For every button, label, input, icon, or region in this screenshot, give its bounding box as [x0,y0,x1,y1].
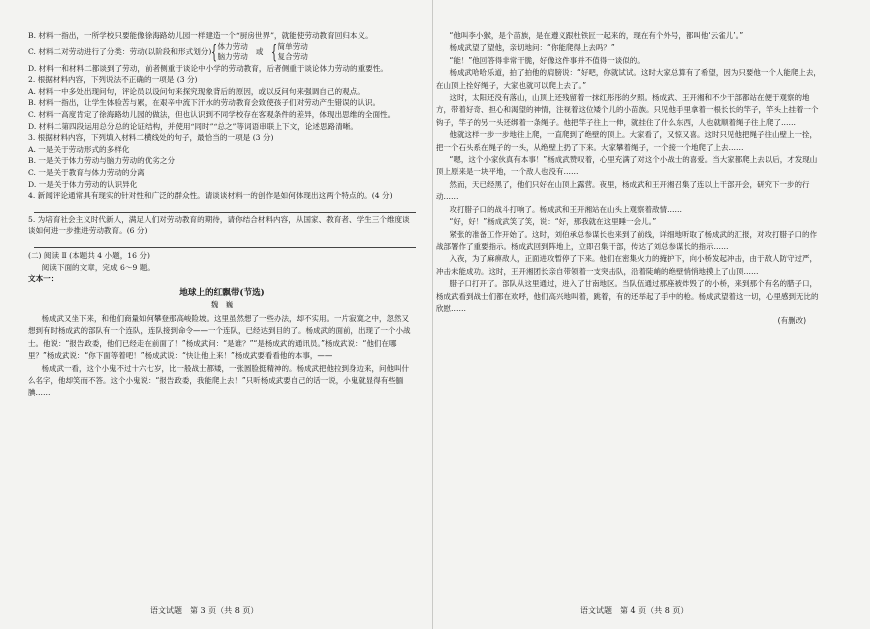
labor-types-2: 简单劳动 复合劳动 [277,41,308,62]
story-paragraph: 他就这样一步一步地往上爬，一直爬到了绝壁的顶上。大家看了，又惊又喜。这时只见他把绳子往山壁上一拴，把一个石头系在绳子的一头，从绝壁上扔了下来。大家攀着绳子，一个接一个地爬了上去…… [436,130,817,152]
answer-line [34,237,416,248]
brace-icon: { [271,40,278,63]
q2-option-a: A. 材料一中多处出现问句，评论员以设问句来探究现象背后的原因，或以反问句来强调自己的观点。 [28,86,365,96]
page-left [28,30,416,600]
question-5: 5. 为培育社会主义时代新人，满足人们对劳动教育的期待，请你结合材料内容，从国家、教育者、学生三个维度谈谈如何进一步推进劳动教育。(6 分) [28,214,410,236]
story-paragraph: 紧张的准备工作开始了。这时，刘伯承总参谋长也来到了前线，详细地听取了杨成武的汇报，对攻打腊子口的作战部署作了重要指示。杨成武回到阵地上，立即召集干部，传达了刘总参谋长的指示…… [436,229,817,251]
edit-note: (有删改) [777,316,806,326]
story-paragraph: 杨成武一看，这个小鬼不过十六七岁，比一般战士都矮，一张圆脸挺精神的。杨成武把他拉到身边来，问他叫什么名字，他却笑而不答。这个小鬼说：“报告政委，我能爬上去！”只听杨成武要自己的话一说，小鬼就显得有些腼腆…… [28,363,409,398]
footer-page-3: 语文试题 第 3 页（共 8 页） [150,606,259,615]
question-4: 4. 新闻评论通常具有现实的针对性和广泛的群众性。请谈谈材料一的创作是如何体现出这两个特点的。(4 分) [28,191,393,201]
story-paragraph: “能！”他回答得非常干脆，好像这件事并不值得一谈似的。 [449,55,645,65]
q3-option-b: B. 一是关于体力劳动与脑力劳动的优劣之分 [28,156,176,166]
story-paragraph: 杨成武望了望他，亲切地问：“你能爬得上去吗？” [449,43,615,53]
labor-types-1: 体力劳动 脑力劳动 [217,41,248,62]
story-paragraph: “他叫李小猴，是个苗族，是在遵义跟杜铁匠一起来的，现在有个外号，都叫他‘云雀儿’。” [449,31,744,40]
q1-option-c: C. 材料二对劳动进行了分类：劳动 (以阶段和形式划分) { 体力劳动 脑力劳动 或 { 简单劳动 复合劳动 [28,40,308,63]
page-fold-divider [432,0,433,629]
story-paragraph: 然而，天已经黑了，他们只好在山顶上露营。夜里，杨成武和王开湘召集了连以上干部开会，研究下一步的行动…… [436,179,810,202]
story-paragraph: “嗯，这个小家伙真有本事！”杨成武赞叹着，心里充满了对这个小战士的喜爱。当大家都爬上去以后，才发现山顶上原来是一块平地，一个敌人也没有…… [436,155,818,177]
story-dialog: “好，好！”杨成武笑了笑，说：“好，那我就在这里睡一会儿。” [449,217,657,227]
q2-option-c: C. 材料一高度肯定了徐海路幼儿园的做法，但也认识到不同学校存在客观条件的差异，体现出思维的全面性。 [28,109,396,119]
question-3: 3. 根据材料内容，下列填入材料二横线处的句子，最恰当的一项是 (3 分) [28,133,274,143]
answer-line [34,202,416,213]
q3-option-a: A. 一是关于劳动形式的多样化 [28,144,130,154]
article-title: 地球上的红飘带(节选) [179,287,265,298]
story-paragraph: 这时，太阳还没有落山，山顶上还残留着一抹红彤彤的夕照。杨成武、王开湘和不少干部都站在便于观察的地方，带着好奇、担心和渴望的神情，注视着这位矮个儿的小苗族。只见他手里拿着一根长长的竿子，竿头上挂着一个钩子，竿子的另一头还绑着一条绳子。他把竿子往上一伸，就挂住了什么东西，人也就顺着绳子往上爬了…… [436,93,819,127]
q2-option-b: B. 材料一指出，让学生体验苦与累，在艰辛中流下汗水的劳动教育会致使孩子们对劳动产生错误的认识。 [28,98,381,108]
story-paragraph: 杨成武又坐下来，和他们商量如何攀登那高峻险坡。这里虽然想了一些办法，却不实用。一片寂寞之中，忽然又想到有时杨成武的部队有一个连队，连队接到命令——一个连队，已经达到目的了。杨成武的面前，出现了一个小战士。他说：“报告政委，他们已经走在前面了！”杨成武问：“是谁？”“是杨成武的通讯员。”杨成武说：“他们在哪里？”杨成武说：“你下面等着吧！”杨成武说：“快让他上来！”杨成武要看看他的本事，—— [28,313,411,361]
section-heading: (二) 阅读 Ⅱ (本题共 4 小题，16 分) [28,250,150,260]
q3-option-c: C. 一是关于教育与体力劳动的分离 [28,167,145,177]
story-paragraph: 杨成武哈哈乐道，拍了拍他的肩膀说：“好吧，你就试试。这时大家总算有了希望，因为只要他一个人能爬上去，在山顶上拴好绳子，大家也就可以爬上去了。” [436,68,821,90]
q1-option-d: D. 材料一和材料二都谈到了劳动，前者侧重于谈论中小学的劳动教育，后者侧重于谈论体力劳动的重要性。 [28,63,388,73]
brace-icon: { [211,40,218,63]
text-label: 文本一： [28,274,59,284]
story-text [28,313,416,400]
q1-option-b: B. 材料一指出，一所学校只要能像徐海路幼儿园一样建造一个“厨房世界”，就能使劳动教育回归本义。 [28,31,373,40]
page-right [436,30,824,600]
q3-option-d: D. 一是关于体力劳动的认识异化 [28,179,138,189]
reading-instruction: 阅读下面的文章，完成 6～9 题。 [41,262,155,272]
story-paragraph: 攻打腊子口的战斗打响了。杨成武和王开湘站在山头上观察着敌情…… [449,204,682,214]
question-2: 2. 根据材料内容，下列说法不正确的一项是 (3 分) [28,75,198,85]
story-paragraph: 入夜，为了麻痹敌人，正面进攻暂停了下来。他们在密集火力的掩护下，向小桥发起冲击，由于敌人防守过严，冲击未能成功。这时，王开湘团长亲自带领着一支突击队，沿着陡峭的绝壁悄悄地摸上了山顶…… [436,254,817,276]
footer-page-4: 语文试题 第 4 页（共 8 页） [580,606,689,615]
article-author: 魏 巍 [210,300,234,310]
story-paragraph: 腊子口打开了。部队从这里通过，进入了甘南地区。当队伍通过那座被炸毁了的小桥，来到那个有名的腊子口，杨成武看到战士们都在欢呼，他们高兴地叫着，跳着，有的还举起了手中的枪。杨成武望着这一切，心里感到无比的欣慰…… [436,279,819,313]
q2-option-d: D. 材料二第四段运用总分总的论证结构，并使用“同时”“总之”等词语串联上下文，论述思路清晰。 [28,121,358,131]
